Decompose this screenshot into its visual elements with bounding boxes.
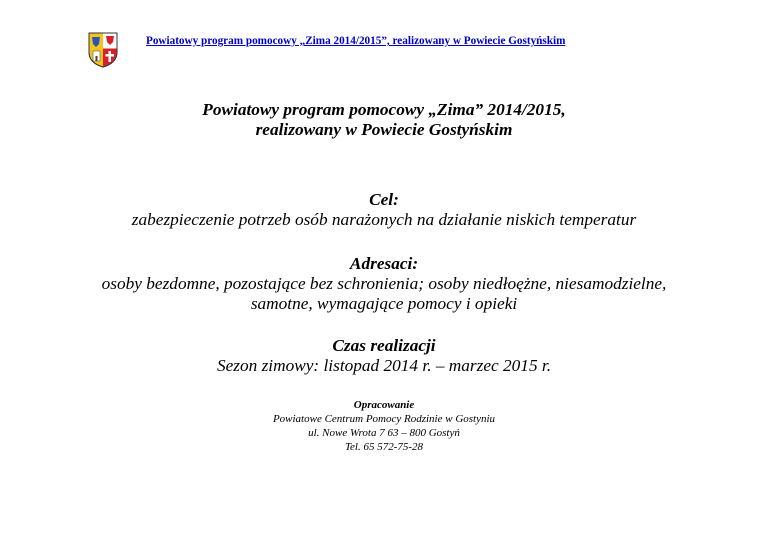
footer-section bbox=[0, 398, 768, 454]
recipients-line-1: osoby bezdomne, pozostające bez schronienia; osoby niedłoężne, niesamodzielne, bbox=[101, 274, 667, 293]
title-line-2: realizowany w Powiecie Gostyńskim bbox=[255, 120, 513, 139]
goal-text: zabezpieczenie potrzeb osób narażonych na działanie niskich temperatur bbox=[131, 210, 637, 229]
goal-section bbox=[0, 190, 768, 230]
recipients-section bbox=[0, 254, 768, 314]
period-heading: Czas realizacji bbox=[332, 336, 436, 355]
goal-heading: Cel: bbox=[369, 190, 399, 209]
period-text: Sezon zimowy: listopad 2014 r. – marzec 2015 r. bbox=[216, 356, 552, 375]
footer-organization: Powiatowe Centrum Pomocy Rodzinie w Gostyniu bbox=[272, 413, 496, 425]
header-link[interactable]: Powiatowy program pomocowy „Zima 2014/2015”, realizowany w Powiecie Gostyńskim bbox=[146, 35, 566, 47]
title-line-1: Powiatowy program pomocowy „Zima” 2014/2015, bbox=[202, 100, 566, 119]
footer-heading: Opracowanie bbox=[353, 399, 415, 411]
footer-address: ul. Nowe Wrota 7 63 – 800 Gostyń bbox=[308, 427, 460, 439]
period-section bbox=[0, 336, 768, 376]
coat-of-arms-icon bbox=[88, 32, 118, 68]
footer-phone: Tel. 65 572-75-28 bbox=[344, 441, 424, 453]
recipients-line-2: samotne, wymagające pomocy i opieki bbox=[250, 294, 518, 313]
document-title bbox=[0, 100, 768, 140]
recipients-heading: Adresaci: bbox=[349, 254, 419, 273]
